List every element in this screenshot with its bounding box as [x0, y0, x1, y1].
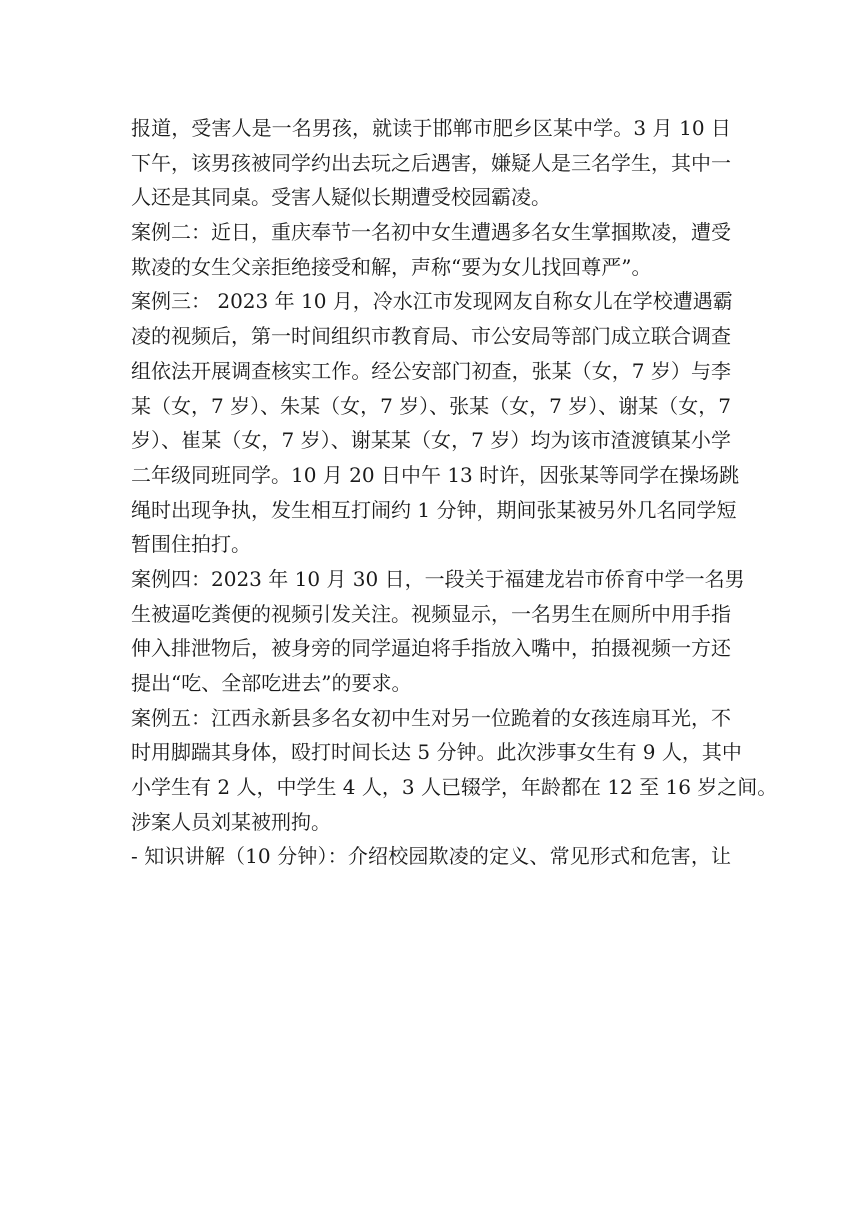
text-line: 报道，受害人是一名男孩，就读于邯郸市肥乡区某中学。3 月 10 日 — [131, 116, 731, 140]
text-line: 案例五：江西永新县多名女初中生对另一位跪着的女孩连扇耳光，不 — [131, 705, 731, 730]
text-line: 伸入排泄物后，被身旁的同学逼迫将手指放入嘴中，拍摄视频一方还 — [131, 636, 731, 661]
text-line: 案例三： 2023 年 10 月，冷水江市发现网友自称女儿在学校遭遇霸 — [131, 289, 733, 314]
text-line: 小学生有 2 人，中学生 4 人，3 人已辍学，年龄都在 12 至 16 岁之间。 — [131, 775, 778, 800]
text-line: 某（女，7 岁）、朱某（女，7 岁）、张某（女，7 岁）、谢某（女，7 — [131, 393, 731, 418]
text-line: 人还是其同桌。受害人疑似长期遭受校园霸凌。 — [131, 185, 551, 210]
text-line: 二年级同班同学。10 月 20 日中午 13 时许，因张某等同学在操场跳 — [131, 462, 740, 487]
text-line: - 知识讲解（10 分钟）：介绍校园欺凌的定义、常见形式和危害，让 — [131, 844, 731, 869]
text-line: 绳时出现争执，发生相互打闹约 1 分钟，期间张某被另外几名同学短 — [131, 497, 737, 522]
text-line: 生被逼吃粪便的视频引发关注。视频显示，一名男生在厕所中用手指 — [131, 601, 731, 626]
text-line: 暂围住拍打。 — [131, 532, 251, 557]
text-line: 欺凌的女生父亲拒绝接受和解，声称“要为女儿找回尊严”。 — [131, 254, 652, 279]
document-body — [131, 111, 778, 874]
text-line: 岁）、崔某（女，7 岁）、谢某某（女，7 岁）均为该市渣渡镇某小学 — [131, 428, 731, 453]
text-line: 时用脚踹其身体，殴打时间长达 5 分钟。此次涉事女生有 9 人，其中 — [131, 740, 742, 765]
text-line: 案例四：2023 年 10 月 30 日，一段关于福建龙岩市侨育中学一名男 — [131, 566, 745, 591]
text-line: 案例二：近日，重庆奉节一名初中女生遭遇多名女生掌掴欺凌，遭受 — [131, 220, 731, 245]
text-line: 凌的视频后，第一时间组织市教育局、市公安局等部门成立联合调查 — [131, 324, 731, 349]
text-line: 下午，该男孩被同学约出去玩之后遇害，嫌疑人是三名学生，其中一 — [131, 150, 731, 175]
text-line: 组依法开展调查核实工作。经公安部门初查，张某（女，7 岁）与李 — [131, 358, 731, 383]
text-line: 涉案人员刘某被刑拘。 — [131, 809, 331, 834]
text-line: 提出“吃、全部吃进去”的要求。 — [131, 671, 412, 695]
